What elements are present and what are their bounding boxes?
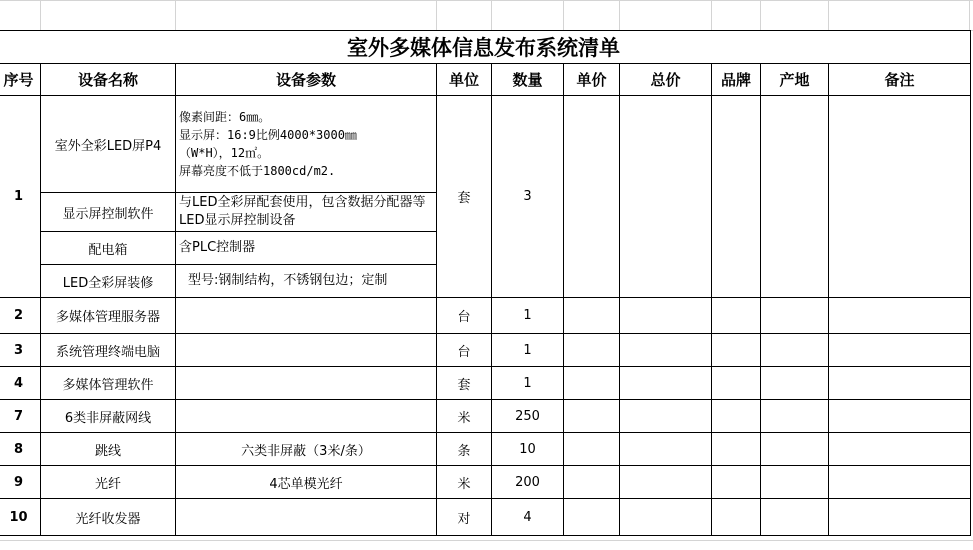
cell-unit-price[interactable]	[564, 367, 620, 400]
cell-qty[interactable]: 1	[492, 298, 564, 334]
cell-params[interactable]: 与LED全彩屏配套使用，包含数据分配器等LED显示屏控制设备	[176, 193, 437, 232]
cell-name[interactable]: 多媒体管理软件	[41, 367, 176, 400]
cell-qty[interactable]: 200	[492, 466, 564, 499]
table-row	[0, 400, 971, 433]
cell-unit[interactable]: 米	[437, 466, 492, 499]
cell-seq[interactable]: 7	[0, 400, 41, 433]
header-qty[interactable]: 数量	[492, 64, 564, 96]
table-row	[0, 334, 971, 367]
cell-params[interactable]: 4芯单模光纤	[176, 466, 437, 499]
cell-name[interactable]: LED全彩屏装修	[41, 265, 176, 298]
cell-unit-price[interactable]	[564, 298, 620, 334]
table-row	[0, 96, 971, 193]
cell-params[interactable]: 型号:钢制结构，不锈钢包边；定制	[176, 265, 437, 298]
header-total-price[interactable]: 总价	[620, 64, 712, 96]
cell-origin[interactable]	[761, 499, 829, 536]
cell-brand[interactable]	[712, 298, 761, 334]
cell-qty[interactable]: 1	[492, 367, 564, 400]
cell-brand[interactable]	[712, 466, 761, 499]
cell-params[interactable]: 含PLC控制器	[176, 232, 437, 265]
cell-unit[interactable]: 条	[437, 433, 492, 466]
cell-remarks[interactable]	[829, 367, 971, 400]
cell-unit[interactable]: 米	[437, 400, 492, 433]
cell-total-price[interactable]	[620, 367, 712, 400]
cell-origin[interactable]	[761, 433, 829, 466]
cell-params[interactable]	[176, 334, 437, 367]
cell-unit[interactable]: 对	[437, 499, 492, 536]
cell-unit-price[interactable]	[564, 400, 620, 433]
cell-brand[interactable]	[712, 96, 761, 298]
sheet-title[interactable]: 室外多媒体信息发布系统清单	[0, 31, 971, 64]
cell-seq[interactable]: 8	[0, 433, 41, 466]
cell-brand[interactable]	[712, 433, 761, 466]
cell-seq[interactable]: 10	[0, 499, 41, 536]
equipment-list-table	[0, 30, 971, 536]
header-row	[0, 64, 971, 96]
cell-params[interactable]: 像素间距：6㎜。 显示屏：16:9比例4000*3000㎜ （W*H），12㎡。 屏幕亮度不低于1800cd/m2.	[176, 96, 437, 193]
cell-qty[interactable]: 250	[492, 400, 564, 433]
cell-origin[interactable]	[761, 298, 829, 334]
cell-qty[interactable]: 1	[492, 334, 564, 367]
table-row	[0, 466, 971, 499]
table-row	[0, 367, 971, 400]
cell-unit[interactable]: 台	[437, 298, 492, 334]
cell-params[interactable]	[176, 298, 437, 334]
cell-total-price[interactable]	[620, 400, 712, 433]
cell-seq[interactable]: 9	[0, 466, 41, 499]
table-row	[0, 499, 971, 536]
cell-origin[interactable]	[761, 334, 829, 367]
cell-params[interactable]	[176, 367, 437, 400]
cell-total-price[interactable]	[620, 466, 712, 499]
cell-origin[interactable]	[761, 466, 829, 499]
cell-name[interactable]: 光纤收发器	[41, 499, 176, 536]
cell-name[interactable]: 显示屏控制软件	[41, 193, 176, 232]
header-unit[interactable]: 单位	[437, 64, 492, 96]
cell-name[interactable]: 系统管理终端电脑	[41, 334, 176, 367]
cell-qty[interactable]: 3	[492, 96, 564, 298]
cell-brand[interactable]	[712, 334, 761, 367]
cell-seq[interactable]: 2	[0, 298, 41, 334]
header-origin[interactable]: 产地	[761, 64, 829, 96]
cell-params[interactable]	[176, 400, 437, 433]
table-row	[0, 298, 971, 334]
cell-total-price[interactable]	[620, 499, 712, 536]
cell-name[interactable]: 6类非屏蔽网线	[41, 400, 176, 433]
cell-name[interactable]: 跳线	[41, 433, 176, 466]
cell-remarks[interactable]	[829, 499, 971, 536]
cell-brand[interactable]	[712, 499, 761, 536]
cell-params[interactable]	[176, 499, 437, 536]
cell-name[interactable]: 配电箱	[41, 232, 176, 265]
cell-remarks[interactable]	[829, 466, 971, 499]
cell-total-price[interactable]	[620, 96, 712, 298]
cell-total-price[interactable]	[620, 298, 712, 334]
header-brand[interactable]: 品牌	[712, 64, 761, 96]
cell-remarks[interactable]	[829, 334, 971, 367]
cell-remarks[interactable]	[829, 400, 971, 433]
cell-brand[interactable]	[712, 400, 761, 433]
cell-seq[interactable]: 3	[0, 334, 41, 367]
cell-name[interactable]: 室外全彩LED屏P4	[41, 96, 176, 193]
cell-remarks[interactable]	[829, 298, 971, 334]
cell-origin[interactable]	[761, 96, 829, 298]
cell-unit[interactable]: 套	[437, 96, 492, 298]
cell-unit-price[interactable]	[564, 433, 620, 466]
cell-seq[interactable]: 4	[0, 367, 41, 400]
cell-unit-price[interactable]	[564, 499, 620, 536]
cell-name[interactable]: 光纤	[41, 466, 176, 499]
cell-unit-price[interactable]	[564, 334, 620, 367]
cell-brand[interactable]	[712, 367, 761, 400]
cell-remarks[interactable]	[829, 433, 971, 466]
header-params[interactable]: 设备参数	[176, 64, 437, 96]
cell-unit[interactable]: 套	[437, 367, 492, 400]
header-unit-price[interactable]: 单价	[564, 64, 620, 96]
cell-origin[interactable]	[761, 400, 829, 433]
cell-unit-price[interactable]	[564, 96, 620, 298]
cell-remarks[interactable]	[829, 96, 971, 298]
cell-qty[interactable]: 10	[492, 433, 564, 466]
header-name[interactable]: 设备名称	[41, 64, 176, 96]
cell-origin[interactable]	[761, 367, 829, 400]
cell-unit-price[interactable]	[564, 466, 620, 499]
cell-name[interactable]: 多媒体管理服务器	[41, 298, 176, 334]
cell-qty[interactable]: 4	[492, 499, 564, 536]
cell-seq[interactable]: 1	[0, 96, 41, 298]
cell-params[interactable]: 六类非屏蔽（3米/条）	[176, 433, 437, 466]
cell-unit[interactable]: 台	[437, 334, 492, 367]
cell-total-price[interactable]	[620, 334, 712, 367]
cell-total-price[interactable]	[620, 433, 712, 466]
header-remarks[interactable]: 备注	[829, 64, 971, 96]
table-row	[0, 433, 971, 466]
header-seq[interactable]: 序号	[0, 64, 41, 96]
